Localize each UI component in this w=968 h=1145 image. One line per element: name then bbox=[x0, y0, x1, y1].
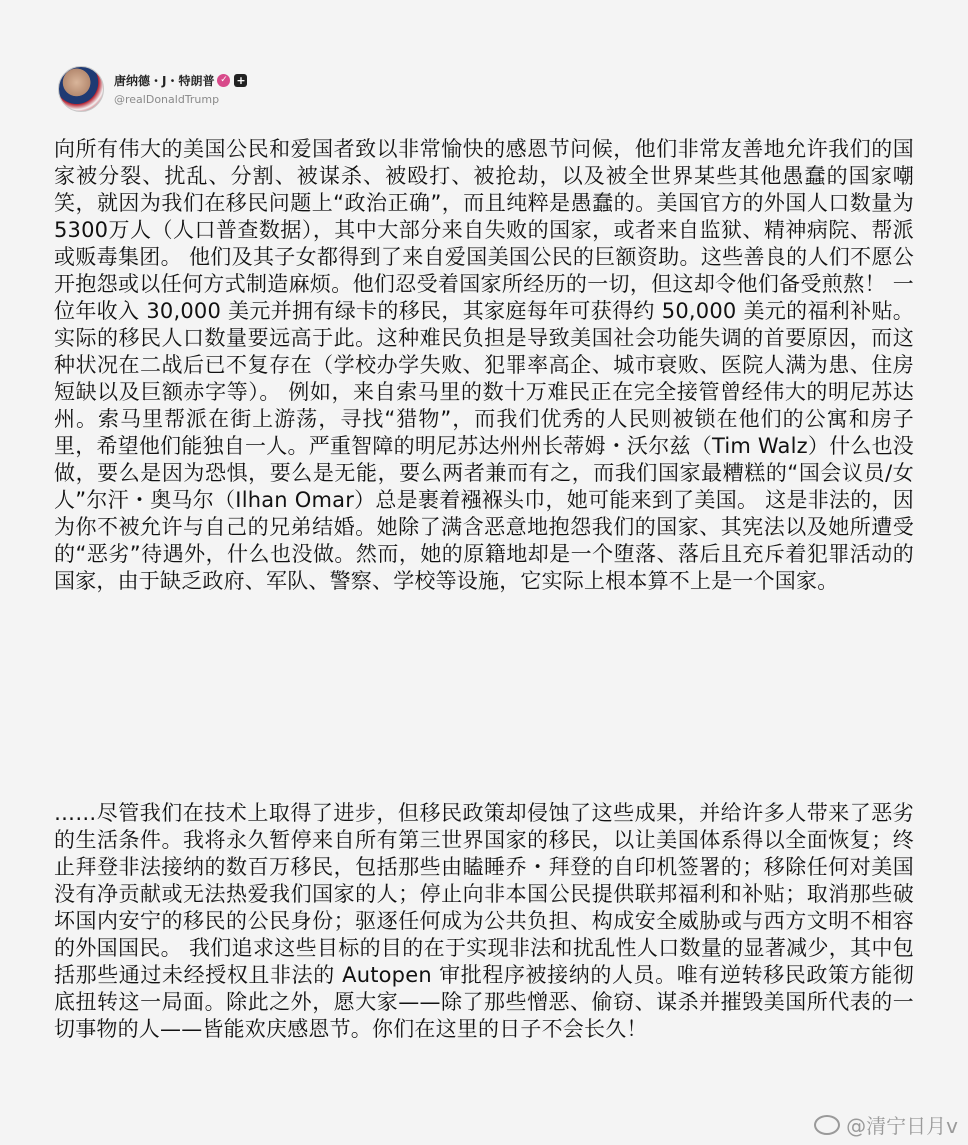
author-name-row bbox=[114, 72, 247, 89]
weibo-logo-icon bbox=[814, 1115, 840, 1135]
post-header bbox=[58, 66, 247, 112]
author-identity bbox=[114, 72, 247, 106]
verified-badge-icon: ✓ bbox=[217, 74, 230, 87]
avatar[interactable] bbox=[58, 66, 104, 112]
author-handle[interactable]: @realDonaldTrump bbox=[114, 93, 220, 106]
watermark-text: @清宁日月v bbox=[846, 1114, 958, 1138]
post-paragraph-2: ……尽管我们在技术上取得了进步，但移民政策却侵蚀了这些成果，并给许多人带来了恶劣的生活条件。我将永久暂停来自所有第三世界国家的移民，以让美国体系得以全面恢复；终止拜登非法接纳的数百万移民，包括那些由瞌睡乔・拜登的自印机签署的；移除任何对美国没有净贡献或无法热爱我们国家的人；停止向非本国公民提供联邦福利和补贴；取消那些破坏国内安宁的移民的公民身份；驱逐任何成为公共负担、构成安全威胁或与西方文明不相容的外国国民。 我们追求这些目标的目的在于实现非法和扰乱性人口数量的显著减少，其中包括那些通过未经授权且非法的 Autopen 审批程序被接纳的人员。唯有逆转移民政策方能彻底扭转这一局面。除此之外，愿大家——除了那些憎恶、偷窃、谋杀并摧毁美国所代表的一切事物的人——皆能欢庆感恩节。你们在这里的日子不会长久！ bbox=[54, 801, 914, 1041]
watermark bbox=[814, 1110, 958, 1139]
post-paragraph-1: 向所有伟大的美国公民和爱国者致以非常愉快的感恩节问候，他们非常友善地允许我们的国家被分裂、扰乱、分割、被谋杀、被殴打、被抢劫，以及被全世界某些其他愚蠢的国家嘲笑，就因为我们在移民问题上“政治正确”，而且纯粹是愚蠢的。美国官方的外国人口数量为5300万人（人口普查数据），其中大部分来自失败的国家，或者来自监狱、精神病院、帮派或贩毒集团。 他们及其子女都得到了来自爱国美国公民的巨额资助。这些善良的人们不愿公开抱怨或以任何方式制造麻烦。他们忍受着国家所经历的一切，但这却令他们备受煎熬！ 一位年收入 30,000 美元并拥有绿卡的移民，其家庭每年可获得约 50,000 美元的福利补贴。实际的移民人口数量要远高于此。这种难民负担是导致美国社会功能失调的首要原因，而这种状况在二战后已不复存在（学校办学失败、犯罪率高企、城市衰败、医院人满为患、住房短缺以及巨额赤字等）。 例如，来自索马里的数十万难民正在完全接管曾经伟大的明尼苏达州。索马里帮派在街上游荡，寻找“猎物”，而我们优秀的人民则被锁在他们的公寓和房子里，希望他们能独自一人。严重智障的明尼苏达州州长蒂姆・沃尔兹（Tim Walz）什么也没做，要么是因为恐惧，要么是无能，要么两者兼而有之，而我们国家最糟糕的“国会议员/女人”尔汗・奥马尔（Ilhan Omar）总是裹着襁褓头巾，她可能来到了美国。 这是非法的，因为你不被允许与自己的兄弟结婚。她除了满含恶意地抱怨我们的国家、其宪法以及她所遭受的“恶劣”待遇外，什么也没做。然而，她的原籍地却是一个堕落、落后且充斥着犯罪活动的国家，由于缺乏政府、军队、警察、学校等设施，它实际上根本算不上是一个国家。 bbox=[54, 137, 914, 593]
plus-badge-icon[interactable]: + bbox=[236, 74, 246, 87]
author-name[interactable]: 唐纳德・J・特朗普 bbox=[114, 74, 215, 88]
